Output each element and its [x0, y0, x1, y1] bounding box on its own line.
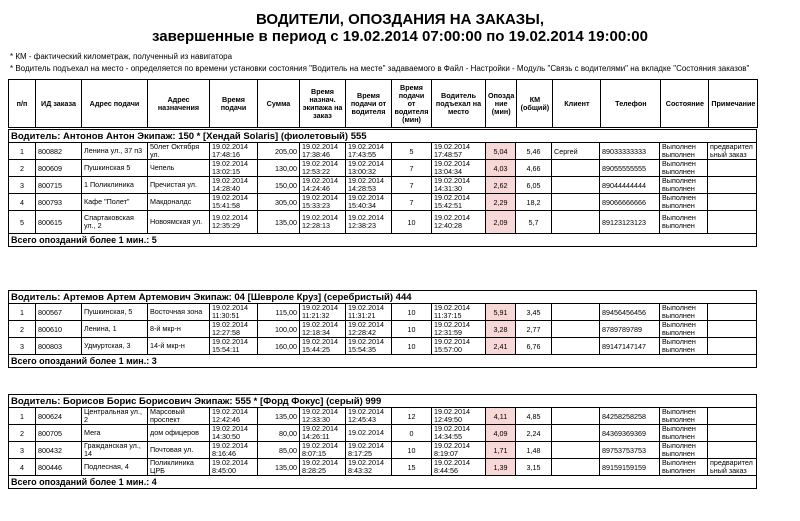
table-cell: 135,00	[258, 459, 300, 476]
table-cell: 19.02.2014 13:00:32	[346, 160, 392, 177]
column-header: Адрес назначения	[148, 80, 210, 128]
column-header: Клиент	[553, 80, 601, 128]
table-row[interactable]	[9, 459, 757, 476]
table-cell: 800624	[36, 408, 82, 425]
table-cell: 84258258258	[600, 408, 660, 425]
table-cell: Марсовый проспект	[148, 408, 210, 425]
table-cell	[552, 211, 600, 234]
column-header: КМ (общий)	[517, 80, 553, 128]
table-cell: 14-й мкр-н	[148, 338, 210, 355]
table-cell: Выполнен выполнен	[660, 143, 708, 160]
table-cell: 19.02.2014 13:02:15	[210, 160, 258, 177]
table-cell: 4,09	[486, 425, 516, 442]
table-row[interactable]	[9, 321, 757, 338]
table-cell: 89044444444	[600, 177, 660, 194]
table-cell	[552, 459, 600, 476]
driver-heading: Водитель: Антонов Антон Экипаж: 150 * [Хендай Solaris] (фиолетовый) 555	[9, 130, 757, 143]
table-cell: Пушкинская 5	[82, 160, 148, 177]
table-cell: 3,28	[486, 321, 516, 338]
table-cell: 2,24	[516, 425, 552, 442]
note-km: * КМ - фактический километраж, полученный из навигатора	[10, 52, 233, 61]
table-cell: 19.02.2014 12:28:42	[346, 321, 392, 338]
table-cell: предварител ьный заказ	[708, 459, 757, 476]
table-cell: Сергей	[552, 143, 600, 160]
table-cell: 19.02.2014 8:45:00	[210, 459, 258, 476]
table-cell: 800610	[36, 321, 82, 338]
table-cell: 19.02.2014 17:48:16	[210, 143, 258, 160]
table-cell: Макдоналдс	[148, 194, 210, 211]
table-cell: Кафе "Полет"	[82, 194, 148, 211]
column-header: ИД заказа	[36, 80, 82, 128]
table-cell: Выполнен выполнен	[660, 177, 708, 194]
column-header: Опозда ние (мин)	[486, 80, 517, 128]
table-cell: 89159159159	[600, 459, 660, 476]
column-header: Время подачи от водителя (мин)	[392, 80, 432, 128]
table-cell: Выполнен выполнен	[660, 338, 708, 355]
table-cell: 19.02.2014 17:48:57	[432, 143, 486, 160]
table-cell: 2,77	[516, 321, 552, 338]
table-cell: 6,76	[516, 338, 552, 355]
table-cell: Почтовая ул.	[148, 442, 210, 459]
table-cell: 3	[9, 177, 36, 194]
table-cell: Центральная ул., 2	[82, 408, 148, 425]
table-cell: Ленина ул., 37 п3	[82, 143, 148, 160]
table-cell: 19.02.2014 14:31:30	[432, 177, 486, 194]
table-cell: 19.02.2014 12:33:30	[300, 408, 346, 425]
note-arrival: * Водитель подъехал на место - определяется по времени установки состояния "Водитель на месте" задаваемого в Файл - Настройки - Модуль "Связь с водителями" на вкладке "Состояния заказов"	[10, 64, 750, 73]
table-cell	[708, 408, 757, 425]
table-cell: 19.02.2014 15:54:35	[346, 338, 392, 355]
table-cell: 19.02.2014 14:34:55	[432, 425, 486, 442]
table-row[interactable]	[9, 211, 757, 234]
table-cell: 89066666666	[600, 194, 660, 211]
table-cell: Поликлиника ЦРБ	[148, 459, 210, 476]
table-cell: 19.02.2014 17:38:46	[300, 143, 346, 160]
table-cell: 89055555555	[600, 160, 660, 177]
table-cell: Восточная зона	[148, 304, 210, 321]
column-header: Состояние	[661, 80, 709, 128]
table-cell: 85,00	[258, 442, 300, 459]
table-cell	[552, 338, 600, 355]
table-cell: 10	[392, 338, 432, 355]
table-cell: Выполнен выполнен	[660, 442, 708, 459]
group-total: Всего опозданий более 1 мин.: 5	[9, 234, 757, 247]
driver-group-table	[8, 129, 757, 247]
table-cell: 7	[392, 177, 432, 194]
column-header: Время подачи	[210, 80, 258, 128]
table-cell: 19.02.2014 15:40:34	[346, 194, 392, 211]
table-cell: Удмуртская, 3	[82, 338, 148, 355]
table-cell: 19.02.2014 12:35:29	[210, 211, 258, 234]
table-cell	[552, 442, 600, 459]
table-cell: 800615	[36, 211, 82, 234]
table-cell: 19.02.2014 14:28:53	[346, 177, 392, 194]
table-cell	[708, 160, 757, 177]
table-cell: 19.02.2014 8:43:32	[346, 459, 392, 476]
table-cell: Выполнен выполнен	[660, 321, 708, 338]
table-cell: 89456456456	[600, 304, 660, 321]
table-cell: 6,05	[516, 177, 552, 194]
table-cell: 4,85	[516, 408, 552, 425]
table-cell: 19.02.2014 8:19:07	[432, 442, 486, 459]
table-cell: 19.02.2014 14:26:11	[300, 425, 346, 442]
table-cell: 5,91	[486, 304, 516, 321]
table-cell: Спартаковская ул., 2	[82, 211, 148, 234]
table-cell: 7	[392, 194, 432, 211]
table-cell: 80,00	[258, 425, 300, 442]
table-cell	[708, 425, 757, 442]
table-cell: 4,11	[486, 408, 516, 425]
column-header: Примечание	[709, 80, 758, 128]
table-cell: 8789789789	[600, 321, 660, 338]
table-cell	[552, 160, 600, 177]
table-cell: Новоямская ул.	[148, 211, 210, 234]
table-cell: 8-й мкр-н	[148, 321, 210, 338]
table-cell: Гражданская ул., 14	[82, 442, 148, 459]
driver-heading: Водитель: Борисов Борис Борисович Экипаж: 555 * [Форд Фокус] (серый) 999	[9, 395, 757, 408]
table-cell: 89123123123	[600, 211, 660, 234]
table-cell	[552, 304, 600, 321]
table-cell	[552, 177, 600, 194]
table-row[interactable]	[9, 442, 757, 459]
table-cell: 19.02.2014 15:44:25	[300, 338, 346, 355]
table-cell	[552, 321, 600, 338]
table-cell: Выполнен выполнен	[660, 459, 708, 476]
table-cell: 2,29	[486, 194, 516, 211]
column-header: Сумма	[258, 80, 300, 128]
table-cell: 800567	[36, 304, 82, 321]
table-cell: 19.02.2014 12:28:13	[300, 211, 346, 234]
table-cell: 4	[9, 194, 36, 211]
table-cell: 2	[9, 321, 36, 338]
report-header-table	[8, 79, 758, 128]
table-cell: 19.02.2014 8:28:25	[300, 459, 346, 476]
table-cell: 1,48	[516, 442, 552, 459]
table-cell: 19.02.2014 15:57:00	[432, 338, 486, 355]
table-row[interactable]	[9, 425, 757, 442]
table-cell: 19.02.2014 15:41:58	[210, 194, 258, 211]
table-cell: 5	[9, 211, 36, 234]
table-cell: 160,00	[258, 338, 300, 355]
table-cell: 1 Поликлиника	[82, 177, 148, 194]
table-cell: 150,00	[258, 177, 300, 194]
table-cell: 7	[392, 160, 432, 177]
table-cell: 10	[392, 442, 432, 459]
table-cell: 4,66	[516, 160, 552, 177]
table-cell: 5,46	[516, 143, 552, 160]
table-cell	[708, 177, 757, 194]
table-cell: 19.02.2014 12:18:34	[300, 321, 346, 338]
table-cell: 135,00	[258, 211, 300, 234]
table-cell: 3,45	[516, 304, 552, 321]
table-cell: 84369369369	[600, 425, 660, 442]
table-row[interactable]	[9, 177, 757, 194]
table-cell: 19.02.2014 8:07:15	[300, 442, 346, 459]
driver-group-table	[8, 290, 757, 368]
table-cell: 19.02.2014 12:40:28	[432, 211, 486, 234]
table-cell: 800705	[36, 425, 82, 442]
report-period: завершенные в период с 19.02.2014 07:00:00 по 19.02.2014 19:00:00	[152, 28, 648, 45]
table-cell: Ленина, 1	[82, 321, 148, 338]
table-cell: 4,03	[486, 160, 516, 177]
table-cell: Выполнен выполнен	[660, 425, 708, 442]
table-cell: 19.02.2014 12:27:58	[210, 321, 258, 338]
table-cell: 19.02.2014 15:54:11	[210, 338, 258, 355]
table-cell: 15	[392, 459, 432, 476]
table-cell: 3	[9, 338, 36, 355]
table-row[interactable]	[9, 160, 757, 177]
table-cell: 5,7	[516, 211, 552, 234]
table-cell: 1,39	[486, 459, 516, 476]
table-cell: Выполнен выполнен	[660, 160, 708, 177]
table-cell: 1,71	[486, 442, 516, 459]
table-cell: 19.02.2014 8:17:25	[346, 442, 392, 459]
column-header: Время назнач. экипажа на заказ	[300, 80, 346, 128]
column-header: Время подачи от водителя	[346, 80, 392, 128]
table-cell: 12	[392, 408, 432, 425]
table-cell: 19.02.2014 8:44:56	[432, 459, 486, 476]
table-cell: 1	[9, 304, 36, 321]
table-cell: 5	[392, 143, 432, 160]
column-header: Адрес подачи	[82, 80, 148, 128]
table-cell: 305,00	[258, 194, 300, 211]
table-cell: 19.02.2014 12:31:59	[432, 321, 486, 338]
table-cell	[708, 338, 757, 355]
table-cell: 130,00	[258, 160, 300, 177]
table-cell: 2,09	[486, 211, 516, 234]
table-cell: Подлесная, 4	[82, 459, 148, 476]
table-cell: 800446	[36, 459, 82, 476]
table-cell: Выполнен выполнен	[660, 304, 708, 321]
table-cell: 800793	[36, 194, 82, 211]
table-cell: 2	[9, 160, 36, 177]
table-cell	[708, 194, 757, 211]
table-cell: 89033333333	[600, 143, 660, 160]
table-cell: предварител ьный заказ	[708, 143, 757, 160]
table-row[interactable]	[9, 338, 757, 355]
table-cell: 800715	[36, 177, 82, 194]
table-cell: 19.02.2014 12:53:22	[300, 160, 346, 177]
table-cell: 0	[392, 425, 432, 442]
table-cell: 19.02.2014 11:31:21	[346, 304, 392, 321]
table-cell	[552, 425, 600, 442]
table-cell	[552, 194, 600, 211]
table-cell: 89147147147	[600, 338, 660, 355]
table-cell: 1	[9, 143, 36, 160]
table-row[interactable]	[9, 143, 757, 160]
table-cell: 19.02.2014	[346, 425, 392, 442]
column-header: Водитель подъехал на место	[432, 80, 486, 128]
table-cell: 5,04	[486, 143, 516, 160]
table-cell	[708, 321, 757, 338]
table-cell: 19.02.2014 11:37:15	[432, 304, 486, 321]
table-cell: Выполнен выполнен	[660, 408, 708, 425]
table-cell: 19.02.2014 17:43:55	[346, 143, 392, 160]
table-row[interactable]	[9, 194, 757, 211]
table-cell: Чепель	[148, 160, 210, 177]
table-cell: 800882	[36, 143, 82, 160]
table-cell: 115,00	[258, 304, 300, 321]
table-cell: 19.02.2014 8:16:46	[210, 442, 258, 459]
table-cell: 3,15	[516, 459, 552, 476]
table-cell: 800609	[36, 160, 82, 177]
table-cell: 800803	[36, 338, 82, 355]
table-cell: 10	[392, 304, 432, 321]
table-cell: 19.02.2014 15:33:23	[300, 194, 346, 211]
table-cell: 3	[9, 442, 36, 459]
table-cell: Выполнен выполнен	[660, 194, 708, 211]
column-header: Телефон	[601, 80, 661, 128]
table-cell: 10	[392, 211, 432, 234]
report-title: ВОДИТЕЛИ, ОПОЗДАНИЯ НА ЗАКАЗЫ,	[255, 11, 545, 28]
table-cell: дом офицеров	[148, 425, 210, 442]
table-cell: 100,00	[258, 321, 300, 338]
table-cell: 89753753753	[600, 442, 660, 459]
table-cell: Пушкинская, 5	[82, 304, 148, 321]
table-cell: 2,41	[486, 338, 516, 355]
table-cell: 19.02.2014 12:45:43	[346, 408, 392, 425]
table-cell: 800432	[36, 442, 82, 459]
table-cell: 1	[9, 408, 36, 425]
table-cell: 19.02.2014 12:42:46	[210, 408, 258, 425]
driver-group-table	[8, 394, 757, 489]
group-total: Всего опозданий более 1 мин.: 3	[9, 355, 757, 368]
table-cell: Выполнен выполнен	[660, 211, 708, 234]
driver-heading: Водитель: Артемов Артем Артемович Экипаж: 04 [Шевроле Круз] (серебристый) 444	[9, 291, 757, 304]
table-cell: 19.02.2014 12:38:23	[346, 211, 392, 234]
table-cell: 18,2	[516, 194, 552, 211]
table-cell: 19.02.2014 12:49:50	[432, 408, 486, 425]
table-cell: 50лет Октября ул.	[148, 143, 210, 160]
table-cell	[708, 442, 757, 459]
group-total: Всего опозданий более 1 мин.: 4	[9, 476, 757, 489]
table-cell: 19.02.2014 14:28:40	[210, 177, 258, 194]
table-row[interactable]	[9, 304, 757, 321]
table-cell: 205,00	[258, 143, 300, 160]
table-cell	[708, 211, 757, 234]
table-cell: 19.02.2014 11:30:51	[210, 304, 258, 321]
table-cell: 19.02.2014 14:30:50	[210, 425, 258, 442]
table-cell: 10	[392, 321, 432, 338]
table-cell: 19.02.2014 11:21:32	[300, 304, 346, 321]
table-cell: 2,62	[486, 177, 516, 194]
table-cell: 135,00	[258, 408, 300, 425]
table-cell: 19.02.2014 15:42:51	[432, 194, 486, 211]
column-header: п/п	[9, 80, 36, 128]
table-cell: 4	[9, 459, 36, 476]
table-cell: Мега	[82, 425, 148, 442]
table-row[interactable]	[9, 408, 757, 425]
table-cell: Пречистая ул.	[148, 177, 210, 194]
table-cell: 19.02.2014 13:04:34	[432, 160, 486, 177]
table-cell: 19.02.2014 14:24:46	[300, 177, 346, 194]
table-cell	[708, 304, 757, 321]
table-cell	[552, 408, 600, 425]
table-cell: 2	[9, 425, 36, 442]
